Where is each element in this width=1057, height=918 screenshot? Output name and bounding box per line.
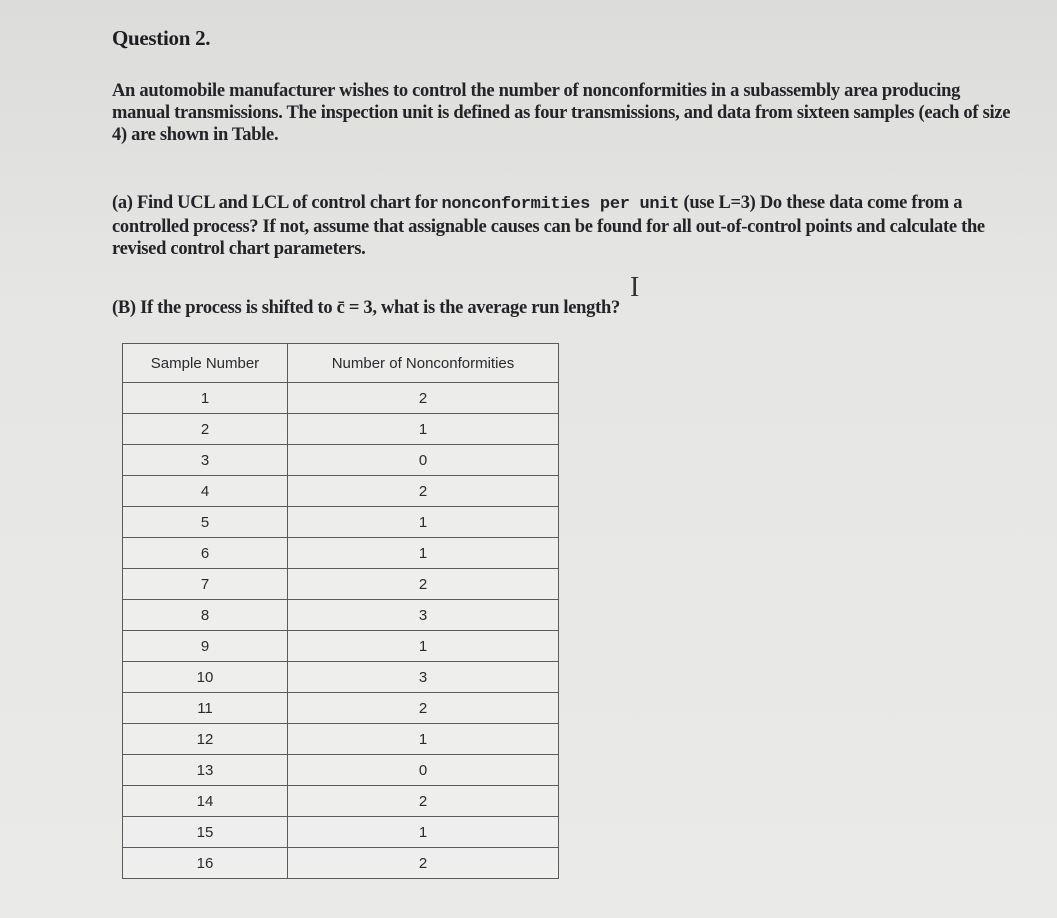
- sample-number-cell: 4: [123, 476, 288, 507]
- nonconformities-cell: 2: [288, 569, 559, 600]
- table-row: [123, 786, 559, 817]
- nonconformities-cell: 2: [288, 383, 559, 414]
- nonconformities-cell: 1: [288, 414, 559, 445]
- nonconformities-cell: 2: [288, 786, 559, 817]
- table-row: [123, 600, 559, 631]
- question-intro: An automobile manufacturer wishes to control the number of nonconformities in a subassembly area producing manual transmissions. The inspection unit is defined as four transmissions, and data from sixteen samples (each of size 4) are shown in Table.: [112, 81, 1011, 145]
- nonconformities-cell: 3: [288, 600, 559, 631]
- sample-number-cell: 8: [123, 600, 288, 631]
- table-row: [123, 817, 559, 848]
- sample-number-cell: 12: [123, 724, 288, 755]
- nonconformities-cell: 1: [288, 724, 559, 755]
- table-row: [123, 724, 559, 755]
- sample-number-cell: 2: [123, 414, 288, 445]
- nonconformities-cell: 2: [288, 693, 559, 724]
- sample-number-cell: 16: [123, 848, 288, 879]
- nonconformities-cell: 1: [288, 817, 559, 848]
- question-heading: Question 2.: [112, 26, 211, 50]
- part-a-text: [112, 192, 1042, 260]
- sample-number-cell: 9: [123, 631, 288, 662]
- sample-number-cell: 1: [123, 383, 288, 414]
- table-header-row: [123, 344, 559, 383]
- nonconformities-cell: 3: [288, 662, 559, 693]
- part-a-prefix: (a) Find UCL and LCL of control chart for: [112, 193, 442, 213]
- nonconformities-table: [122, 343, 559, 879]
- table-row: [123, 445, 559, 476]
- sample-number-cell: 7: [123, 569, 288, 600]
- table-row: [123, 631, 559, 662]
- text-cursor-icon: I: [630, 272, 640, 303]
- table-row: [123, 383, 559, 414]
- table-row: [123, 662, 559, 693]
- table-row: [123, 476, 559, 507]
- table-row: [123, 507, 559, 538]
- table-row: [123, 538, 559, 569]
- sample-number-cell: 5: [123, 507, 288, 538]
- table-row: [123, 569, 559, 600]
- nonconformities-cell: 2: [288, 476, 559, 507]
- nonconformities-cell: 0: [288, 445, 559, 476]
- sample-number-cell: 13: [123, 755, 288, 786]
- nonconformities-cell: 2: [288, 848, 559, 879]
- part-a-emphasis: nonconformities per unit: [441, 195, 680, 214]
- nonconformities-cell: 1: [288, 507, 559, 538]
- nonconformities-cell: 1: [288, 631, 559, 662]
- table-row: [123, 414, 559, 445]
- nonconformities-cell: 0: [288, 755, 559, 786]
- sample-number-cell: 15: [123, 817, 288, 848]
- part-b-text: (B) If the process is shifted to c̄ = 3, what is the average run length?: [112, 298, 620, 318]
- header-sample-number: Sample Number: [123, 344, 288, 383]
- header-nonconformities: Number of Nonconformities: [288, 344, 559, 383]
- table-row: [123, 755, 559, 786]
- sample-number-cell: 14: [123, 786, 288, 817]
- sample-number-cell: 6: [123, 538, 288, 569]
- sample-number-cell: 10: [123, 662, 288, 693]
- table-row: [123, 848, 559, 879]
- sample-number-cell: 3: [123, 445, 288, 476]
- sample-number-cell: 11: [123, 693, 288, 724]
- nonconformities-cell: 1: [288, 538, 559, 569]
- part-a-suffix: (use L=3) Do these data come from a controlled process? If not, assume that assignable causes can be found for all out-of-control points and calculate the revised control chart parameters.: [112, 193, 985, 259]
- table-row: [123, 693, 559, 724]
